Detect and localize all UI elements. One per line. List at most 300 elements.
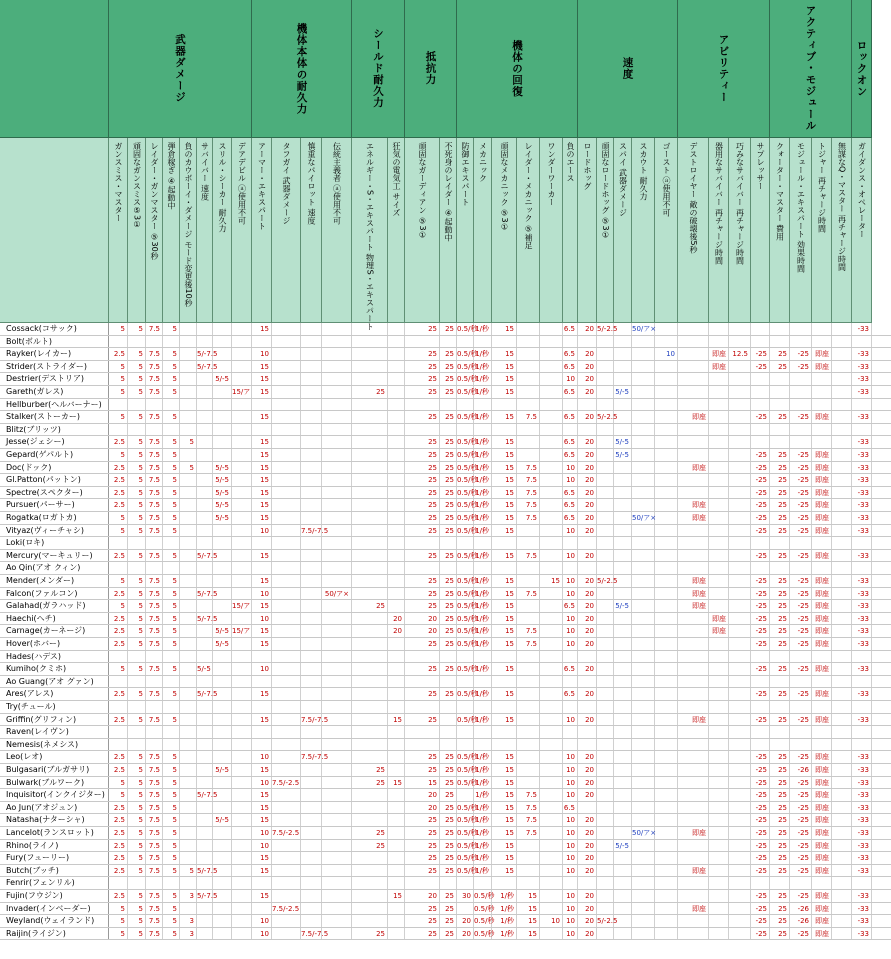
value-cell[interactable] [213, 877, 232, 889]
value-cell[interactable] [197, 802, 213, 814]
value-cell[interactable] [614, 537, 632, 549]
value-cell[interactable]: 5 [128, 789, 146, 801]
value-cell[interactable]: 5 [109, 789, 128, 801]
value-cell[interactable]: 0.5/秒 [457, 388, 478, 396]
value-cell[interactable]: 5/-7.5 [197, 614, 218, 623]
value-cell[interactable]: 25 [405, 575, 440, 587]
value-cell[interactable] [232, 436, 252, 448]
value-cell[interactable] [832, 562, 852, 574]
value-cell[interactable] [597, 877, 614, 889]
value-cell[interactable]: 15 [252, 512, 272, 524]
value-cell[interactable]: 25 [770, 600, 790, 612]
value-cell[interactable] [232, 588, 252, 600]
value-cell[interactable] [751, 399, 770, 411]
value-cell[interactable] [790, 701, 812, 713]
value-cell[interactable] [322, 814, 352, 826]
value-cell[interactable] [709, 424, 729, 436]
value-cell[interactable] [597, 751, 614, 763]
value-cell[interactable]: 15 [388, 890, 405, 902]
value-cell[interactable] [655, 701, 678, 713]
value-cell[interactable]: -25 [751, 638, 770, 650]
value-cell[interactable]: 20 [405, 625, 440, 637]
value-cell[interactable] [457, 424, 474, 436]
value-cell[interactable]: 0.5/秒 [457, 375, 478, 384]
value-cell[interactable] [578, 676, 597, 688]
value-cell[interactable] [197, 701, 213, 713]
robot-name-cell[interactable]: Rogatka(ロガトカ) [0, 512, 109, 524]
value-cell[interactable] [272, 701, 301, 713]
value-cell[interactable] [563, 651, 578, 663]
value-cell[interactable] [751, 562, 770, 574]
value-cell[interactable] [322, 323, 352, 335]
value-cell[interactable]: 0.5/秒 [457, 362, 478, 371]
value-cell[interactable]: 即座 [678, 499, 709, 511]
value-cell[interactable] [832, 688, 852, 700]
value-cell[interactable] [678, 537, 709, 549]
value-cell[interactable] [322, 399, 352, 411]
value-cell[interactable]: 10 [655, 348, 678, 360]
value-cell[interactable] [197, 928, 213, 940]
value-cell[interactable]: 5 [109, 777, 128, 789]
value-cell[interactable] [729, 625, 751, 637]
value-cell[interactable]: 6.5 [563, 386, 578, 398]
value-cell[interactable] [832, 638, 852, 650]
value-cell[interactable]: -25 [790, 600, 812, 612]
value-cell[interactable]: 5/-5 [614, 386, 632, 398]
robot-name-cell[interactable]: Gepard(ゲパルト) [0, 449, 109, 461]
value-cell[interactable] [197, 840, 213, 852]
value-cell[interactable] [352, 688, 388, 700]
robot-name-cell[interactable]: Ares(アレス) [0, 688, 109, 700]
value-cell[interactable] [540, 688, 563, 700]
value-cell[interactable] [457, 336, 474, 348]
value-cell[interactable] [213, 436, 232, 448]
value-cell[interactable]: 7.5/-7.5 [301, 715, 329, 724]
value-cell[interactable]: 5 [163, 663, 180, 675]
value-cell[interactable] [597, 865, 614, 877]
value-cell[interactable]: -25 [751, 777, 770, 789]
value-cell[interactable] [655, 903, 678, 915]
value-cell[interactable]: 25 [770, 525, 790, 537]
value-cell[interactable]: 20 [578, 865, 597, 877]
value-cell[interactable] [213, 789, 232, 801]
value-cell[interactable] [655, 487, 678, 499]
value-cell[interactable] [440, 562, 457, 574]
value-cell[interactable] [517, 852, 540, 864]
value-cell[interactable] [440, 726, 457, 738]
value-cell[interactable] [232, 638, 252, 650]
value-cell[interactable] [632, 600, 655, 612]
value-cell[interactable] [655, 915, 678, 927]
value-cell[interactable] [632, 751, 655, 763]
value-cell[interactable] [832, 726, 852, 738]
value-cell[interactable] [597, 436, 614, 448]
value-cell[interactable] [812, 386, 832, 398]
value-cell[interactable]: 即座 [678, 462, 709, 474]
value-cell[interactable] [832, 613, 852, 625]
value-cell[interactable] [578, 537, 597, 549]
value-cell[interactable] [632, 840, 655, 852]
value-cell[interactable]: -33 [852, 638, 872, 650]
value-cell[interactable] [709, 663, 729, 675]
value-cell[interactable] [597, 625, 614, 637]
value-cell[interactable]: 7.5 [146, 840, 163, 852]
value-cell[interactable]: 25 [770, 512, 790, 524]
value-cell[interactable] [729, 928, 751, 940]
value-cell[interactable]: 即座 [812, 915, 832, 927]
value-cell[interactable] [232, 361, 252, 373]
value-cell[interactable]: 5/-5 [213, 499, 232, 511]
value-cell[interactable] [709, 777, 729, 789]
value-cell[interactable] [388, 449, 405, 461]
value-cell[interactable] [563, 701, 578, 713]
value-cell[interactable] [597, 525, 614, 537]
value-cell[interactable]: 2.5 [109, 814, 128, 826]
value-cell[interactable] [232, 789, 252, 801]
value-cell[interactable]: -33 [852, 663, 872, 675]
value-cell[interactable] [301, 462, 322, 474]
value-cell[interactable]: 7.5 [146, 625, 163, 637]
value-cell[interactable]: 10 [563, 903, 578, 915]
value-cell[interactable]: 10 [252, 663, 272, 675]
value-cell[interactable] [405, 336, 440, 348]
value-cell[interactable]: 10 [563, 865, 578, 877]
robot-name-cell[interactable]: Doc(ドック) [0, 462, 109, 474]
robot-name-cell[interactable]: Gareth(ガレス) [0, 386, 109, 398]
value-cell[interactable] [812, 436, 832, 448]
value-cell[interactable] [352, 449, 388, 461]
value-cell[interactable] [388, 474, 405, 486]
value-cell[interactable] [388, 424, 405, 436]
value-cell[interactable]: 25 [770, 764, 790, 776]
value-cell[interactable] [252, 739, 272, 751]
value-cell[interactable]: 0.5/秒 [457, 476, 478, 485]
value-cell[interactable] [322, 714, 352, 726]
value-cell[interactable] [614, 499, 632, 511]
value-cell[interactable] [301, 323, 322, 335]
value-cell[interactable] [812, 877, 832, 889]
value-cell[interactable]: 6.5 [563, 487, 578, 499]
value-cell[interactable] [232, 764, 252, 776]
value-cell[interactable] [729, 575, 751, 587]
value-cell[interactable] [614, 814, 632, 826]
value-cell[interactable] [109, 701, 128, 713]
value-cell[interactable] [812, 537, 832, 549]
robot-name-cell[interactable]: Cossack(コサック) [0, 323, 109, 335]
value-cell[interactable]: 7.5 [146, 928, 163, 940]
value-cell[interactable] [180, 575, 197, 587]
value-cell[interactable] [405, 676, 440, 688]
robot-name-cell[interactable]: Bulwark(ブルワーク) [0, 777, 109, 789]
value-cell[interactable] [729, 613, 751, 625]
value-cell[interactable] [597, 512, 614, 524]
value-cell[interactable]: 15 [492, 714, 517, 726]
value-cell[interactable]: 5/-2.5 [597, 325, 618, 333]
value-cell[interactable] [322, 726, 352, 738]
value-cell[interactable] [597, 663, 614, 675]
value-cell[interactable] [322, 928, 352, 940]
value-cell[interactable] [729, 512, 751, 524]
value-cell[interactable]: 0.5/秒 [457, 514, 478, 522]
value-cell[interactable] [492, 726, 517, 738]
value-cell[interactable]: 25 [770, 865, 790, 877]
value-cell[interactable] [180, 751, 197, 763]
value-cell[interactable]: -33 [852, 865, 872, 877]
value-cell[interactable] [232, 890, 252, 902]
value-cell[interactable]: 15 [492, 600, 517, 612]
value-cell[interactable]: 即座 [812, 600, 832, 612]
value-cell[interactable] [128, 424, 146, 436]
value-cell[interactable] [352, 348, 388, 360]
value-cell[interactable]: -25 [751, 840, 770, 852]
value-cell[interactable]: -25 [751, 348, 770, 360]
value-cell[interactable]: 25 [770, 638, 790, 650]
value-cell[interactable] [180, 802, 197, 814]
value-cell[interactable] [388, 562, 405, 574]
value-cell[interactable] [388, 865, 405, 877]
value-cell[interactable] [540, 588, 563, 600]
value-cell[interactable] [770, 651, 790, 663]
value-cell[interactable] [272, 336, 301, 348]
value-cell[interactable]: 50/ア× [632, 829, 657, 837]
value-cell[interactable] [352, 865, 388, 877]
value-cell[interactable] [790, 386, 812, 398]
value-cell[interactable] [388, 651, 405, 663]
value-cell[interactable]: -33 [852, 789, 872, 801]
value-cell[interactable] [832, 701, 852, 713]
value-cell[interactable] [180, 361, 197, 373]
value-cell[interactable]: 2.5 [109, 550, 128, 562]
value-cell[interactable]: 1/秒 [492, 915, 517, 927]
value-cell[interactable] [632, 348, 655, 360]
value-cell[interactable]: 10 [252, 751, 272, 763]
value-cell[interactable] [729, 714, 751, 726]
value-cell[interactable]: -33 [852, 499, 872, 511]
value-cell[interactable] [709, 411, 729, 423]
value-cell[interactable] [197, 651, 213, 663]
value-cell[interactable] [709, 373, 729, 385]
value-cell[interactable]: 15 [492, 777, 517, 789]
value-cell[interactable] [832, 600, 852, 612]
robot-name-cell[interactable]: Raijin(ライジン) [0, 928, 109, 940]
value-cell[interactable] [632, 474, 655, 486]
value-cell[interactable]: 20 [578, 512, 597, 524]
value-cell[interactable]: 25 [405, 827, 440, 839]
value-cell[interactable] [352, 852, 388, 864]
value-cell[interactable]: 0.5/秒 [457, 627, 478, 636]
value-cell[interactable] [163, 701, 180, 713]
value-cell[interactable] [832, 890, 852, 902]
value-cell[interactable] [232, 663, 252, 675]
value-cell[interactable]: 25 [770, 663, 790, 675]
value-cell[interactable] [614, 575, 632, 587]
value-cell[interactable]: -25 [790, 865, 812, 877]
value-cell[interactable]: -25 [751, 915, 770, 927]
value-cell[interactable] [352, 373, 388, 385]
value-cell[interactable]: 5 [109, 915, 128, 927]
value-cell[interactable]: 15 [252, 436, 272, 448]
value-cell[interactable] [180, 399, 197, 411]
value-cell[interactable] [388, 323, 405, 335]
value-cell[interactable] [272, 462, 301, 474]
value-cell[interactable] [180, 625, 197, 637]
value-cell[interactable]: 1/秒 [474, 688, 492, 700]
value-cell[interactable]: 5/-5 [213, 487, 232, 499]
value-cell[interactable]: -25 [751, 575, 770, 587]
value-cell[interactable] [517, 613, 540, 625]
value-cell[interactable]: 25 [440, 348, 457, 360]
value-cell[interactable]: 25 [770, 714, 790, 726]
value-cell[interactable]: 25 [440, 600, 457, 612]
value-cell[interactable] [832, 399, 852, 411]
value-cell[interactable] [322, 625, 352, 637]
value-cell[interactable]: 5 [163, 525, 180, 537]
value-cell[interactable] [832, 676, 852, 688]
value-cell[interactable]: 25 [440, 512, 457, 524]
value-cell[interactable]: 25 [770, 588, 790, 600]
value-cell[interactable] [272, 348, 301, 360]
value-cell[interactable] [540, 499, 563, 511]
value-cell[interactable]: 5 [163, 575, 180, 587]
value-cell[interactable] [440, 399, 457, 411]
value-cell[interactable] [197, 449, 213, 461]
value-cell[interactable] [517, 399, 540, 411]
value-cell[interactable] [232, 348, 252, 360]
value-cell[interactable]: 6.5 [563, 512, 578, 524]
value-cell[interactable]: 20 [578, 449, 597, 461]
value-cell[interactable] [517, 386, 540, 398]
value-cell[interactable]: -25 [790, 751, 812, 763]
value-cell[interactable]: 即座 [678, 575, 709, 587]
value-cell[interactable]: 0.5/秒 [457, 526, 478, 535]
value-cell[interactable]: 25 [440, 890, 457, 902]
value-cell[interactable]: 15 [492, 865, 517, 877]
value-cell[interactable] [563, 399, 578, 411]
value-cell[interactable] [197, 399, 213, 411]
value-cell[interactable] [213, 588, 232, 600]
value-cell[interactable] [540, 424, 563, 436]
value-cell[interactable]: 20 [578, 323, 597, 335]
value-cell[interactable] [632, 726, 655, 738]
value-cell[interactable]: 1/秒 [474, 764, 492, 776]
value-cell[interactable] [632, 903, 655, 915]
value-cell[interactable] [352, 323, 388, 335]
value-cell[interactable]: 15 [492, 386, 517, 398]
value-cell[interactable] [709, 827, 729, 839]
robot-name-cell[interactable]: Rayker(レイカー) [0, 348, 109, 360]
value-cell[interactable] [812, 726, 832, 738]
value-cell[interactable] [440, 651, 457, 663]
value-cell[interactable]: 7.5 [146, 525, 163, 537]
value-cell[interactable] [655, 449, 678, 461]
value-cell[interactable]: 7.5/-2.5 [272, 904, 300, 913]
value-cell[interactable] [213, 386, 232, 398]
value-cell[interactable] [832, 588, 852, 600]
value-cell[interactable]: 1/秒 [492, 903, 517, 915]
value-cell[interactable]: -25 [790, 827, 812, 839]
value-cell[interactable]: 7.5 [146, 777, 163, 789]
value-cell[interactable] [729, 802, 751, 814]
value-cell[interactable] [213, 525, 232, 537]
value-cell[interactable] [322, 890, 352, 902]
value-cell[interactable]: -25 [751, 499, 770, 511]
value-cell[interactable] [252, 877, 272, 889]
value-cell[interactable]: 7.5 [517, 814, 540, 826]
value-cell[interactable]: 0.5/秒 [457, 841, 478, 850]
value-cell[interactable] [232, 688, 252, 700]
value-cell[interactable]: 15 [252, 449, 272, 461]
value-cell[interactable]: 20 [578, 361, 597, 373]
value-cell[interactable] [770, 373, 790, 385]
value-cell[interactable] [709, 714, 729, 726]
value-cell[interactable] [540, 714, 563, 726]
value-cell[interactable] [322, 840, 352, 852]
value-cell[interactable] [709, 739, 729, 751]
value-cell[interactable] [751, 651, 770, 663]
value-cell[interactable] [272, 676, 301, 688]
value-cell[interactable] [109, 676, 128, 688]
value-cell[interactable] [678, 663, 709, 675]
value-cell[interactable] [770, 562, 790, 574]
value-cell[interactable] [197, 676, 213, 688]
value-cell[interactable] [812, 562, 832, 574]
value-cell[interactable]: 15 [405, 777, 440, 789]
value-cell[interactable]: 5 [128, 361, 146, 373]
value-cell[interactable] [232, 424, 252, 436]
value-cell[interactable]: 15 [252, 575, 272, 587]
value-cell[interactable]: 25 [405, 512, 440, 524]
value-cell[interactable]: 即座 [812, 865, 832, 877]
value-cell[interactable] [197, 877, 213, 889]
value-cell[interactable] [272, 575, 301, 587]
value-cell[interactable]: 25 [770, 751, 790, 763]
value-cell[interactable]: 5 [128, 625, 146, 637]
value-cell[interactable]: 5 [128, 638, 146, 650]
value-cell[interactable] [709, 462, 729, 474]
value-cell[interactable] [517, 764, 540, 776]
value-cell[interactable] [405, 399, 440, 411]
value-cell[interactable]: 2.5 [109, 714, 128, 726]
value-cell[interactable] [388, 487, 405, 499]
value-cell[interactable] [540, 676, 563, 688]
value-cell[interactable] [301, 386, 322, 398]
value-cell[interactable] [474, 726, 492, 738]
value-cell[interactable] [109, 877, 128, 889]
value-cell[interactable]: 20 [578, 575, 597, 587]
value-cell[interactable] [352, 487, 388, 499]
value-cell[interactable]: 20 [388, 613, 405, 625]
value-cell[interactable] [213, 751, 232, 763]
value-cell[interactable] [540, 928, 563, 940]
value-cell[interactable] [540, 852, 563, 864]
value-cell[interactable]: 25 [770, 789, 790, 801]
value-cell[interactable] [614, 865, 632, 877]
value-cell[interactable]: 10 [563, 638, 578, 650]
value-cell[interactable] [474, 739, 492, 751]
value-cell[interactable]: 2.5 [109, 865, 128, 877]
value-cell[interactable]: 15 [252, 361, 272, 373]
value-cell[interactable] [180, 487, 197, 499]
value-cell[interactable] [146, 537, 163, 549]
value-cell[interactable] [272, 588, 301, 600]
value-cell[interactable] [517, 751, 540, 763]
value-cell[interactable] [632, 676, 655, 688]
value-cell[interactable] [852, 537, 872, 549]
value-cell[interactable]: 0.5/秒 [457, 551, 478, 560]
value-cell[interactable] [655, 361, 678, 373]
value-cell[interactable]: 5 [163, 789, 180, 801]
value-cell[interactable] [790, 676, 812, 688]
